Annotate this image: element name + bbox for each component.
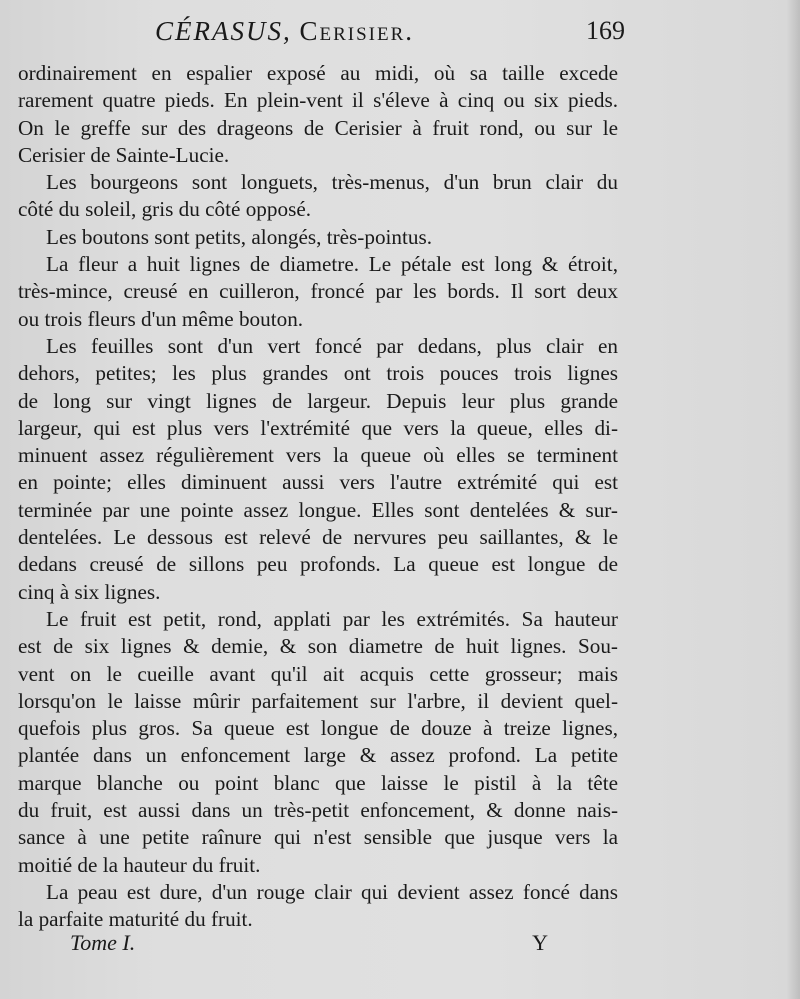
page-number: 169 (586, 16, 625, 45)
text-line: cinq à six lignes. (18, 579, 161, 604)
page-footer (70, 930, 560, 962)
text-line: dedans creusé de sillons peu profonds. La queue est longue de (18, 552, 618, 577)
text-line: rarement quatre pieds. En plein-vent il s'éleve à cinq ou six pieds. (18, 88, 618, 113)
text-line: côté du soleil, gris du côté opposé. (18, 197, 312, 222)
page-edge-shadow (786, 0, 800, 999)
text-line: la parfaite maturité du fruit. (18, 907, 253, 932)
text-line: quefois plus gros. Sa queue est longue de douze à treize lignes, (18, 716, 618, 741)
text-line: Les feuilles sont d'un vert foncé par dedans, plus clair en (46, 333, 618, 358)
text-line: On le greffe sur des drageons de Cerisier à fruit rond, ou sur le (18, 115, 618, 140)
text-line: ou trois fleurs d'un même bouton. (18, 306, 304, 331)
paragraph (18, 333, 618, 606)
text-line: Cerisier de Sainte-Lucie. (18, 142, 230, 167)
french-title: Cerisier. (299, 16, 415, 46)
volume-label: Tome I. (70, 930, 136, 955)
text-line: est de six lignes & demie, & son diametre de huit lignes. Sou- (18, 634, 618, 659)
text-line: moitié de la hauteur du fruit. (18, 852, 261, 877)
text-line: sance à une petite raînure qui n'est sensible que jusque vers la (18, 825, 618, 850)
text-line: La fleur a huit lignes de diametre. Le pétale est long & étroit, (46, 252, 618, 277)
running-title (155, 16, 414, 47)
text-line: plantée dans un enfoncement large & assez profond. La petite (18, 743, 618, 768)
text-line: du fruit, est aussi dans un très-petit enfoncement, & donne nais- (18, 798, 618, 823)
text-line: terminée par une pointe assez longue. Elles sont dentelées & sur- (18, 497, 618, 522)
page-header (155, 16, 625, 56)
text-line: très-mince, creusé en cuilleron, froncé par les bords. Il sort deux (18, 279, 618, 304)
paragraph (18, 879, 618, 934)
text-line: Les boutons sont petits, alongés, très-pointus. (46, 224, 433, 249)
text-line: Le fruit est petit, rond, applati par les extrémités. Sa hauteur (46, 606, 618, 631)
text-line: minuent assez régulièrement vers la queue où elles se terminent (18, 443, 618, 468)
text-line: largeur, qui est plus vers l'extrémité que vers la queue, elles di- (18, 415, 618, 440)
paragraph (18, 169, 618, 224)
paragraph (18, 251, 618, 333)
text-line: dehors, petites; les plus grandes ont trois pouces trois lignes (18, 361, 618, 386)
text-line: ordinairement en espalier exposé au midi, où sa taille excede (18, 61, 618, 85)
signature-mark: Y (532, 930, 548, 955)
body-text (18, 60, 618, 934)
text-line: dentelées. Le dessous est relevé de nervures peu saillantes, & le (18, 525, 618, 550)
text-line: Les bourgeons sont longuets, très-menus, d'un brun clair du (46, 170, 618, 195)
latin-title: CÉRASUS, (155, 16, 292, 46)
paragraph (18, 224, 618, 251)
text-line: en pointe; elles diminuent aussi vers l'autre extrémité qui est (18, 470, 618, 495)
paragraph (18, 606, 618, 879)
text-line: marque blanche ou point blanc que laisse le pistil à la tête (18, 770, 618, 795)
text-line: La peau est dure, d'un rouge clair qui devient assez foncé dans (46, 879, 618, 904)
paragraph (18, 60, 618, 169)
text-line: vent on le cueille avant qu'il ait acquis cette grosseur; mais (18, 661, 618, 686)
text-line: de long sur vingt lignes de largeur. Depuis leur plus grande (18, 388, 618, 413)
text-line: lorsqu'on le laisse mûrir parfaitement sur l'arbre, il devient quel- (18, 688, 618, 713)
